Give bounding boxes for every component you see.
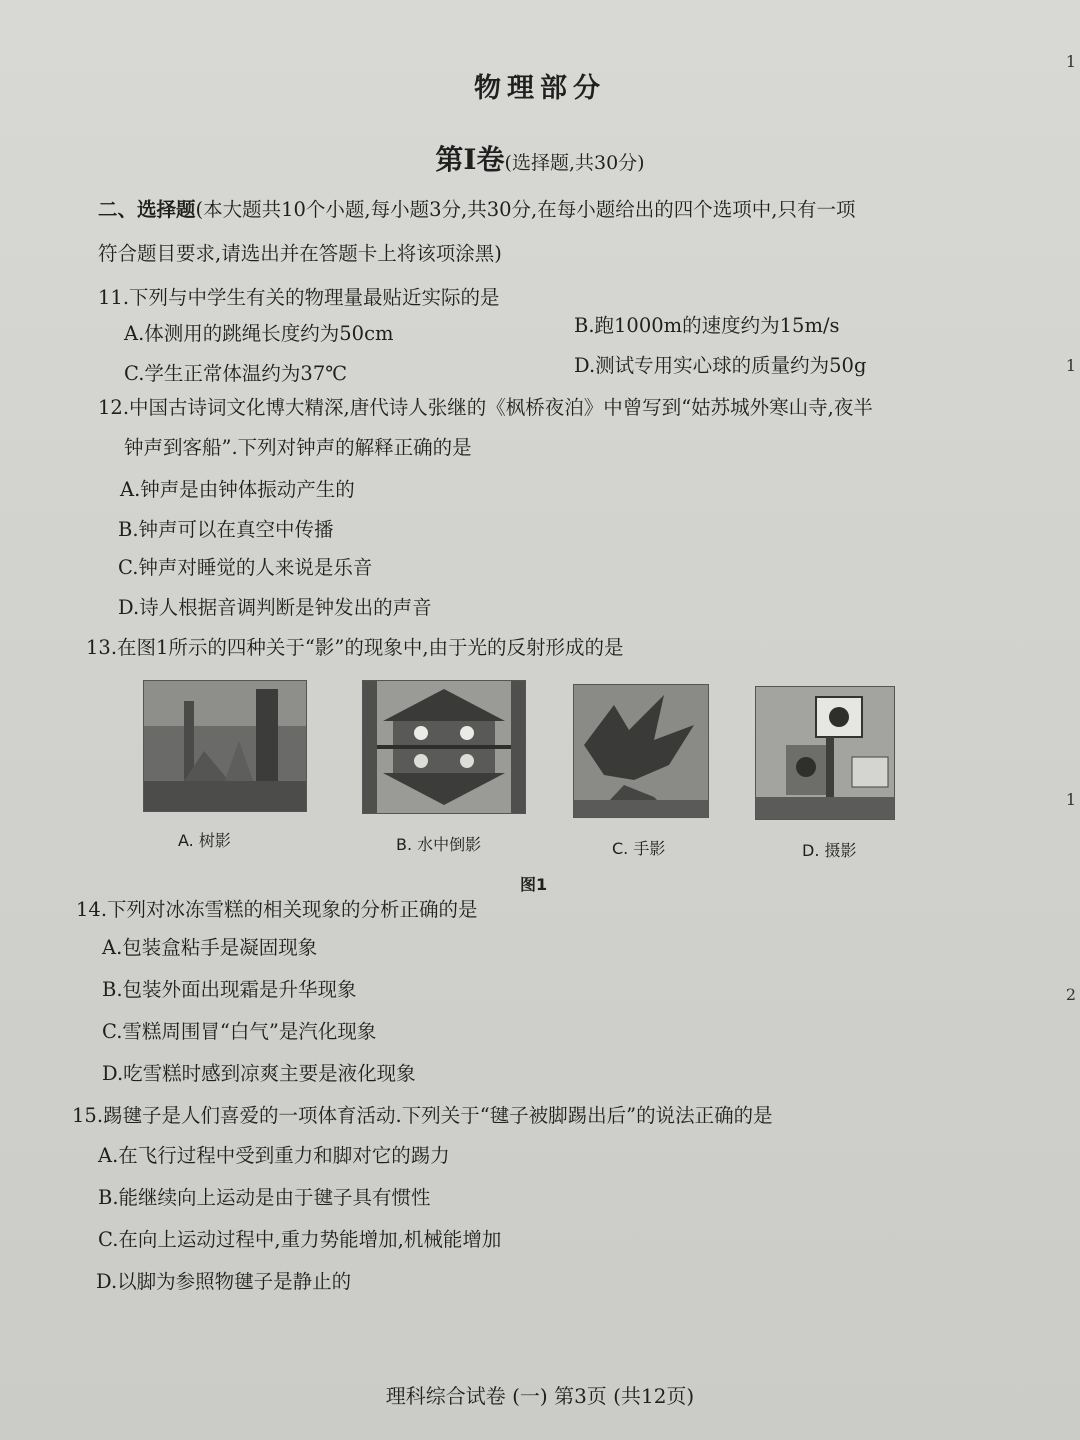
question-11-stem: 11.下列与中学生有关的物理量最贴近实际的是 [98, 286, 500, 309]
volume-title-sub: (选择题,共30分) [504, 152, 645, 174]
question-12-option-d: D.诗人根据音调判断是钟发出的声音 [118, 596, 432, 619]
instructions-line-1 [98, 194, 855, 222]
question-15-stem: 15.踢毽子是人们喜爱的一项体育活动.下列关于“毽子被脚踢出后”的说法正确的是 [72, 1104, 773, 1127]
edge-mark: 1 [1065, 52, 1076, 71]
section-title: 物理部分 [474, 73, 606, 104]
figure-caption-d: D. 摄影 [802, 841, 857, 860]
figure-photography [755, 686, 895, 820]
question-15-option-d: D.以脚为参照物毽子是静止的 [96, 1270, 352, 1293]
instructions-text-1: (本大题共10个小题,每小题3分,共30分,在每小题给出的四个选项中,只有一项 [195, 198, 856, 221]
question-14-stem: 14.下列对冰冻雪糕的相关现象的分析正确的是 [76, 898, 478, 921]
figure-caption-a: A. 树影 [178, 831, 231, 850]
question-15-option-c: C.在向上运动过程中,重力势能增加,机械能增加 [98, 1228, 502, 1251]
question-11-option-d: D.测试专用实心球的质量约为50g [574, 354, 867, 377]
page-footer: 理科综合试卷 (一) 第3页 (共12页) [385, 1384, 695, 1408]
figure-tree-shadow [143, 680, 307, 812]
question-14-option-a: A.包装盒粘手是凝固现象 [102, 936, 318, 959]
edge-mark: 2 [1065, 985, 1076, 1004]
instructions-line-2: 符合题目要求,请选出并在答题卡上将该项涂黑) [98, 242, 502, 265]
question-12-option-c: C.钟声对睡觉的人来说是乐音 [118, 556, 373, 579]
edge-mark: 1 [1065, 790, 1076, 809]
edge-mark: 1 [1065, 356, 1076, 375]
instructions-label: 二、选择题 [98, 198, 196, 221]
hand-shadow-image [574, 685, 708, 817]
question-15-option-a: A.在飞行过程中受到重力和脚对它的踢力 [98, 1144, 450, 1167]
figure-caption-c: C. 手影 [612, 839, 666, 858]
question-12-option-b: B.钟声可以在真空中传播 [118, 518, 334, 541]
question-14-option-b: B.包装外面出现霜是升华现象 [102, 978, 357, 1001]
tree-shadow-image [144, 681, 306, 811]
figure-caption-b: B. 水中倒影 [396, 835, 482, 854]
question-15-option-b: B.能继续向上运动是由于毽子具有惯性 [98, 1186, 431, 1209]
question-12-option-a: A.钟声是由钟体振动产生的 [120, 478, 355, 501]
volume-title-main: 第Ⅰ卷 [435, 143, 505, 176]
question-12-stem-2: 钟声到客船”.下列对钟声的解释正确的是 [124, 436, 472, 459]
figure-hand-shadow [573, 684, 709, 818]
question-11-option-a: A.体测用的跳绳长度约为50cm [124, 322, 394, 345]
water-reflection-image [363, 681, 525, 813]
question-14-option-d: D.吃雪糕时感到凉爽主要是液化现象 [102, 1062, 416, 1085]
question-14-option-c: C.雪糕周围冒“白气”是汽化现象 [102, 1020, 377, 1043]
question-11-option-c: C.学生正常体温约为37℃ [124, 362, 348, 385]
question-11-option-b: B.跑1000m的速度约为15m/s [574, 314, 840, 337]
figure-label: 图1 [520, 875, 548, 894]
question-13-stem: 13.在图1所示的四种关于“影”的现象中,由于光的反射形成的是 [86, 636, 624, 659]
question-12-stem-1: 12.中国古诗词文化博大精深,唐代诗人张继的《枫桥夜泊》中曾写到“姑苏城外寒山寺,夜半 [98, 396, 873, 419]
figure-water-reflection [362, 680, 526, 814]
photography-image [756, 687, 894, 819]
volume-title [0, 138, 1080, 178]
